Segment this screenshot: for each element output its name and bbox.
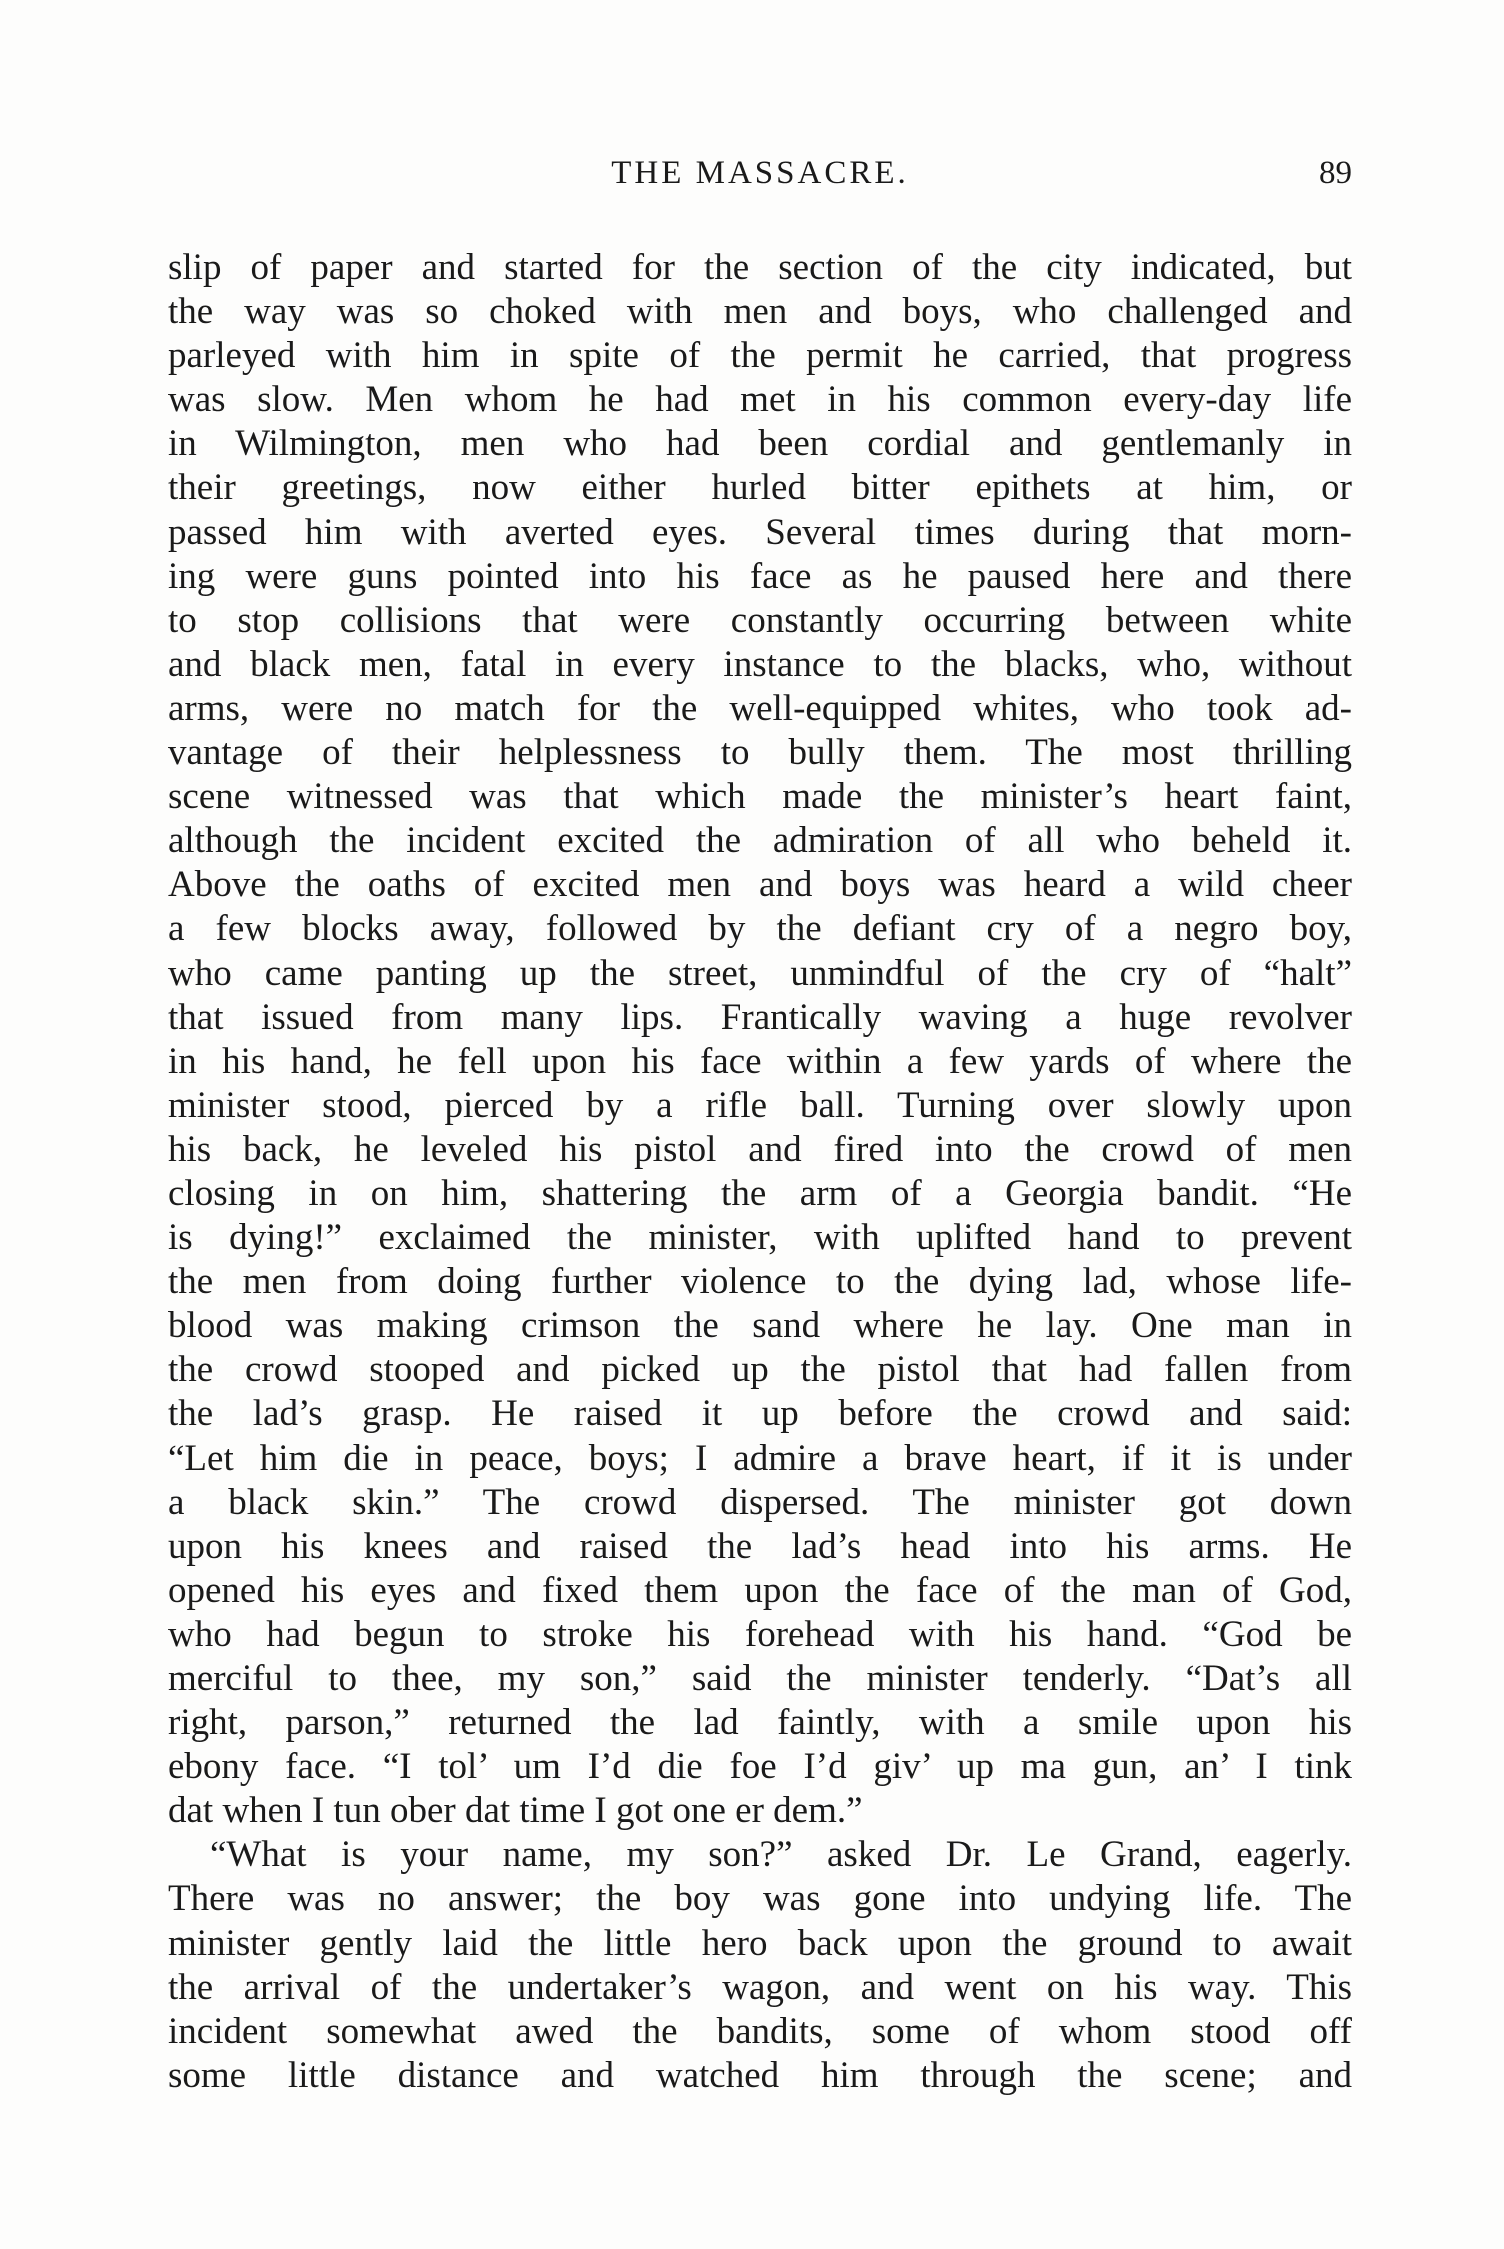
text-line: the crowd stooped and picked up the pistol that had fallen from (168, 1349, 1352, 1391)
text-line: ing were guns pointed into his face as he paused here and there (168, 555, 1352, 597)
text-line: and black men, fatal in every instance to the blacks, who, without (168, 643, 1352, 685)
text-line: dat when I tun ober dat time I got one er dem.” (168, 1790, 863, 1832)
text-line: in Wilmington, men who had been cordial and gentlemanly in (168, 423, 1352, 465)
text-line: passed him with averted eyes. Several times during that morn- (168, 511, 1352, 553)
text-line: in his hand, he fell upon his face within a few yards of where the (168, 1040, 1352, 1082)
text-line: a black skin.” The crowd dispersed. The minister got down (168, 1481, 1352, 1523)
text-line: although the incident excited the admiration of all who beheld it. (168, 820, 1352, 862)
text-line: arms, were no match for the well-equipped whites, who took ad- (168, 687, 1352, 729)
text-line: is dying!” exclaimed the minister, with uplifted hand to prevent (168, 1217, 1352, 1259)
text-line: “What is your name, my son?” asked Dr. Le Grand, eagerly. (210, 1834, 1352, 1876)
text-line: his back, he leveled his pistol and fired into the crowd of men (168, 1128, 1352, 1170)
text-line: right, parson,” returned the lad faintly, with a smile upon his (168, 1702, 1352, 1744)
text-line: vantage of their helplessness to bully them. The most thrilling (168, 732, 1352, 774)
text-line: parleyed with him in spite of the permit he carried, that progress (168, 335, 1352, 377)
text-line: opened his eyes and fixed them upon the face of the man of God, (168, 1569, 1352, 1611)
text-line: “Let him die in peace, boys; I admire a brave heart, if it is under (168, 1437, 1352, 1479)
body-text (168, 246, 1352, 2098)
text-line: Above the oaths of excited men and boys was heard a wild cheer (168, 864, 1352, 906)
running-head (168, 148, 1352, 198)
text-line: incident somewhat awed the bandits, some of whom stood off (168, 2010, 1352, 2052)
text-line: the arrival of the undertaker’s wagon, and went on his way. This (168, 1966, 1352, 2008)
text-line: the lad’s grasp. He raised it up before the crowd and said: (168, 1393, 1352, 1435)
text-line: their greetings, now either hurled bitter epithets at him, or (168, 467, 1352, 509)
text-line: minister stood, pierced by a rifle ball. Turning over slowly upon (168, 1084, 1352, 1126)
text-line: the men from doing further violence to the dying lad, whose life- (168, 1261, 1352, 1303)
text-line: a few blocks away, followed by the defiant cry of a negro boy, (168, 908, 1352, 950)
text-line: There was no answer; the boy was gone into undying life. The (168, 1878, 1352, 1920)
text-line: the way was so choked with men and boys, who challenged and (168, 291, 1352, 333)
text-line: was slow. Men whom he had met in his common every-day life (168, 379, 1352, 421)
text-line: some little distance and watched him through the scene; and (168, 2054, 1352, 2096)
page-number: 89 (1319, 155, 1352, 191)
text-line: upon his knees and raised the lad’s head into his arms. He (168, 1525, 1352, 1567)
text-line: to stop collisions that were constantly occurring between white (168, 599, 1352, 641)
text-line: merciful to thee, my son,” said the minister tenderly. “Dat’s all (168, 1658, 1352, 1699)
text-line: ebony face. “I tol’ um I’d die foe I’d giv’ up ma gun, an’ I tink (168, 1746, 1352, 1788)
text-line: who came panting up the street, unmindful of the cry of “halt” (168, 952, 1352, 994)
text-line: blood was making crimson the sand where he lay. One man in (168, 1305, 1352, 1347)
text-line: minister gently laid the little hero back upon the ground to await (168, 1922, 1352, 1964)
text-line: scene witnessed was that which made the minister’s heart faint, (168, 776, 1352, 818)
text-line: who had begun to stroke his forehead with his hand. “God be (168, 1613, 1352, 1655)
text-line: slip of paper and started for the section of the city indicated, but (168, 247, 1352, 288)
running-title: THE MASSACRE. (611, 155, 909, 191)
text-line: that issued from many lips. Frantically waving a huge revolver (168, 996, 1352, 1038)
text-line: closing in on him, shattering the arm of a Georgia bandit. “He (168, 1172, 1352, 1214)
